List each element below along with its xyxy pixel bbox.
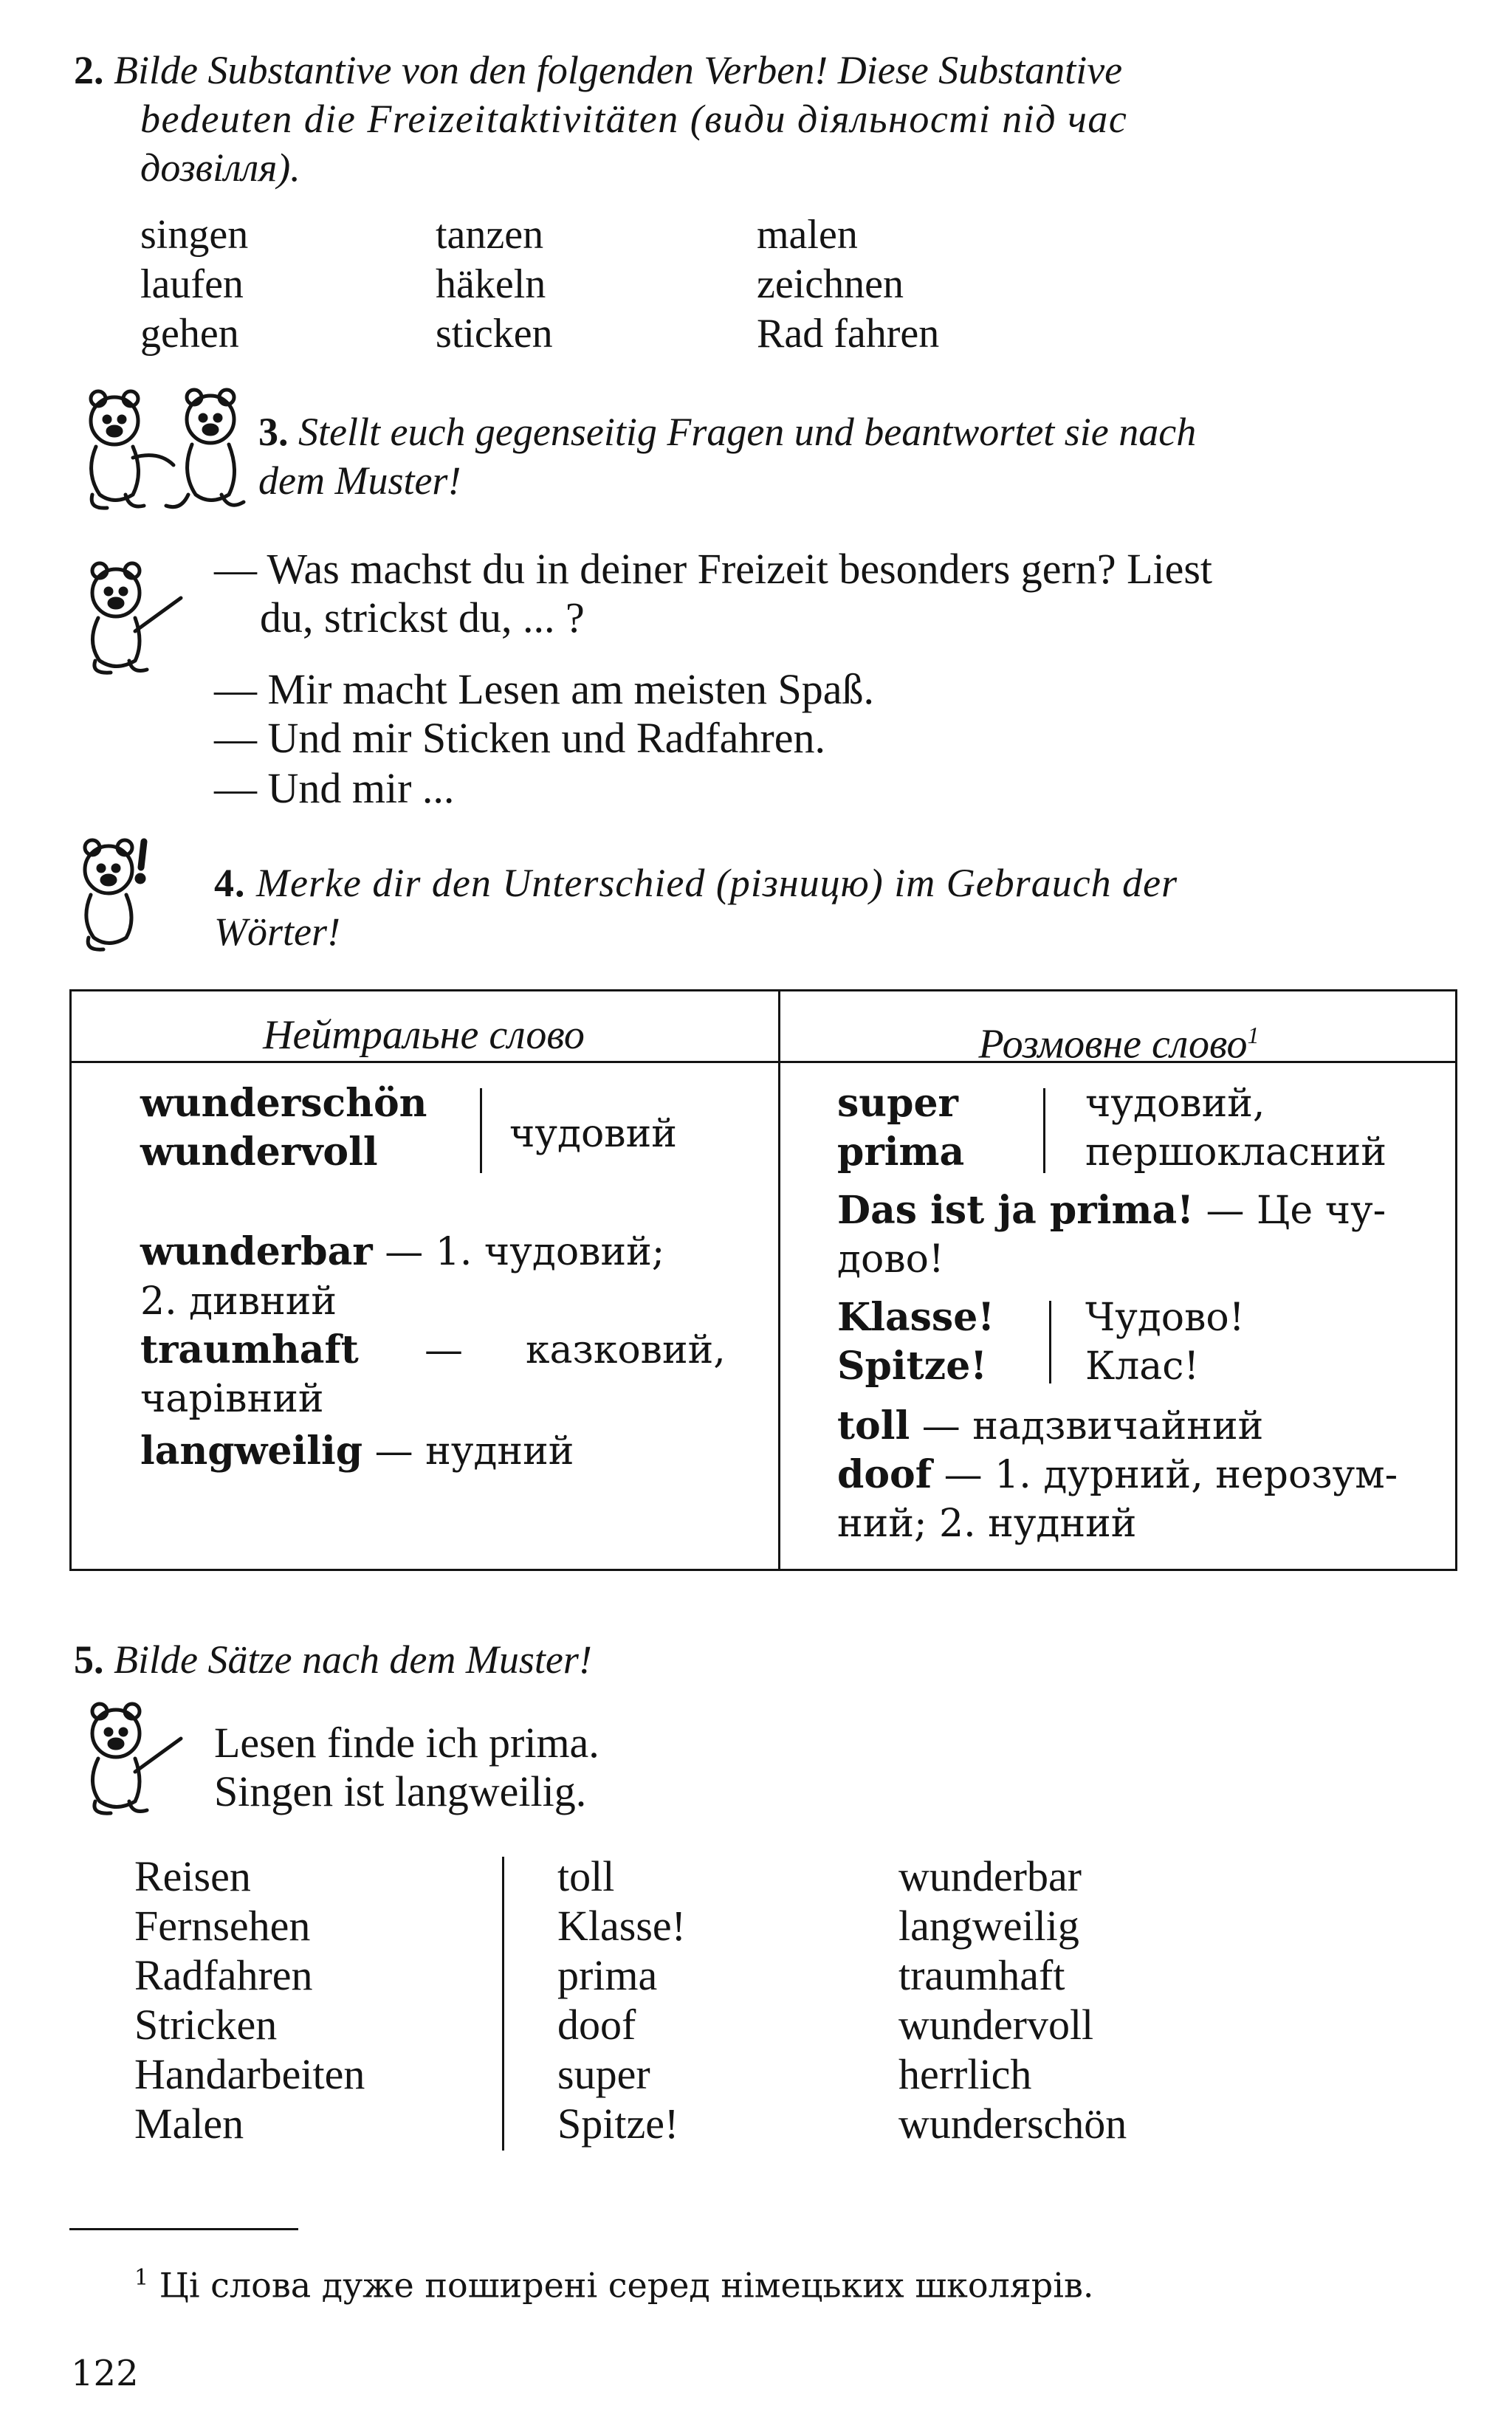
entry-wunderbar (140, 1228, 664, 1276)
translation: чудовий, (1085, 1082, 1265, 1126)
list-item: wundervoll (898, 2001, 1094, 2049)
list-item: laufen (140, 261, 244, 307)
instruction-line: Bilde Substantive von den folgenden Verben! Diese Substantive (114, 48, 1123, 92)
list-item: zeichnen (757, 261, 904, 307)
word-colloquial: Spitze! (837, 1344, 988, 1389)
list-item: langweilig (898, 1902, 1079, 1950)
word-neutral: wundervoll (140, 1130, 378, 1175)
translation: ний; 2. нудний (837, 1502, 1137, 1546)
list-item: wunderschön (898, 2100, 1127, 2148)
list-item: toll (557, 1852, 615, 1900)
dialog-line: — Und mir Sticken und Radfahren. (214, 714, 825, 762)
list-item: traumhaft (898, 1951, 1065, 1999)
exercise-number: 5. (74, 1637, 104, 1682)
activity-column (134, 1852, 365, 2148)
word-colloquial: prima (837, 1130, 965, 1175)
list-item: Spitze! (557, 2100, 679, 2148)
word-colloquial: toll (837, 1403, 910, 1448)
footnote-text: Ці слова дуже поширені серед німецьких школярів. (159, 2265, 1094, 2306)
dialog-line: — Mir macht Lesen am meisten Spaß. (214, 665, 874, 713)
translation: дово! (837, 1237, 944, 1282)
teacher-bear-icon (70, 557, 188, 676)
word-neutral: wunderschön (140, 1081, 427, 1126)
dialog-line: — Was machst du in deiner Freizeit besonders gern? Liest (214, 545, 1213, 593)
list-item: prima (557, 1951, 658, 1999)
entry-langweilig (140, 1427, 574, 1476)
instruction-line: Merke dir den Unterschied (різницю) im Gebrauch der (256, 861, 1178, 905)
group-bracket (1049, 1301, 1051, 1383)
exercise-3-instruction (258, 408, 1196, 456)
bear-exclamation-icon (70, 834, 159, 952)
dialog-line: du, strickst du, ... ? (260, 594, 585, 642)
list-item: malen (757, 212, 858, 258)
translation-dash: — (425, 1328, 463, 1372)
group-bracket (480, 1088, 482, 1173)
list-item: Stricken (134, 2001, 278, 2049)
translation: 2. дивний (140, 1279, 337, 1324)
footnote-rule (69, 2228, 298, 2230)
entry-toll (837, 1402, 1263, 1451)
instruction-line: Stellt euch gegenseitig Fragen und beantwortet sie nach (298, 410, 1197, 454)
list-item: häkeln (436, 261, 546, 307)
colloquial-adjective-column (557, 1852, 686, 2148)
translation: першокласний (1085, 1130, 1387, 1175)
example-sentence: Singen ist langweilig. (214, 1767, 587, 1815)
translation: чарівний (140, 1377, 324, 1421)
footnote-marker: 1 (1247, 1022, 1260, 1048)
table-header-neutral: Нейтральне слово (263, 1012, 585, 1058)
instruction-line: дозвілля). (140, 145, 300, 190)
word-neutral: traumhaft (140, 1327, 359, 1372)
translation: — 1. чудовий; (385, 1230, 665, 1274)
phrase-colloquial: Das ist ja prima! (837, 1188, 1194, 1233)
word-neutral: wunderbar (140, 1229, 373, 1274)
translation: чудовий (509, 1112, 677, 1156)
instruction-line: Wörter! (214, 910, 340, 954)
footnote-marker: 1 (134, 2265, 149, 2291)
list-item: Fernsehen (134, 1902, 311, 1950)
two-bears-icon (70, 384, 255, 517)
list-item: wunderbar (898, 1852, 1082, 1900)
instruction-line: dem Muster! (258, 458, 461, 503)
verb-column-3 (757, 210, 939, 359)
example-sentence: Lesen finde ich prima. (214, 1719, 599, 1767)
entry-doof (837, 1451, 1398, 1499)
list-item: Malen (134, 2100, 244, 2148)
translation: — 1. дурний, нерозум- (944, 1453, 1398, 1497)
list-item: super (557, 2050, 650, 2098)
translation: — Це чу- (1206, 1189, 1386, 1233)
word-neutral: langweilig (140, 1429, 363, 1474)
list-item: Radfahren (134, 1951, 313, 1999)
group-bracket (1043, 1088, 1045, 1173)
exercise-number: 3. (258, 410, 289, 454)
table-header-colloquial (780, 1011, 1457, 1069)
column-divider (502, 1857, 504, 2151)
list-item: tanzen (436, 212, 544, 258)
translation: казковий, (526, 1328, 726, 1372)
list-item: herrlich (898, 2050, 1032, 2098)
exercise-5-instruction (74, 1635, 592, 1684)
verb-column-2 (436, 210, 553, 359)
translation: — нудний (374, 1429, 574, 1474)
instruction-line: Bilde Sätze nach dem Muster! (114, 1637, 592, 1682)
exercise-4-instruction (214, 859, 1178, 907)
translation: — надзвичайний (921, 1404, 1264, 1448)
table-column-divider (778, 989, 780, 1571)
verb-column-1 (140, 210, 248, 359)
exercise-number: 4. (214, 861, 246, 905)
list-item: Reisen (134, 1852, 251, 1900)
dialog-line: — Und mir ... (214, 764, 455, 812)
phrase-das-ist-ja-prima (837, 1186, 1386, 1235)
list-item: gehen (140, 311, 239, 357)
word-colloquial: doof (837, 1452, 932, 1497)
list-item: Klasse! (557, 1902, 686, 1950)
exercise-number: 2. (74, 48, 104, 92)
translation: Чудово! (1085, 1296, 1245, 1340)
list-item: sticken (436, 311, 553, 357)
list-item: singen (140, 212, 249, 258)
translation: Клас! (1085, 1344, 1200, 1389)
footnote (134, 2256, 1093, 2307)
header-text: Розмовне слово (978, 1021, 1248, 1068)
teacher-bear-icon (70, 1698, 188, 1816)
list-item: Rad fahren (757, 311, 940, 357)
word-colloquial: Klasse! (837, 1295, 995, 1340)
instruction-line: bedeuten die Freizeitaktivitäten (види діяльності під час (140, 97, 1128, 141)
word-colloquial: super (837, 1081, 958, 1126)
neutral-adjective-column (898, 1852, 1127, 2148)
list-item: doof (557, 2001, 636, 2049)
exercise-2-instruction (74, 46, 1122, 94)
page-number: 122 (71, 2353, 139, 2394)
list-item: Handarbeiten (134, 2050, 365, 2098)
